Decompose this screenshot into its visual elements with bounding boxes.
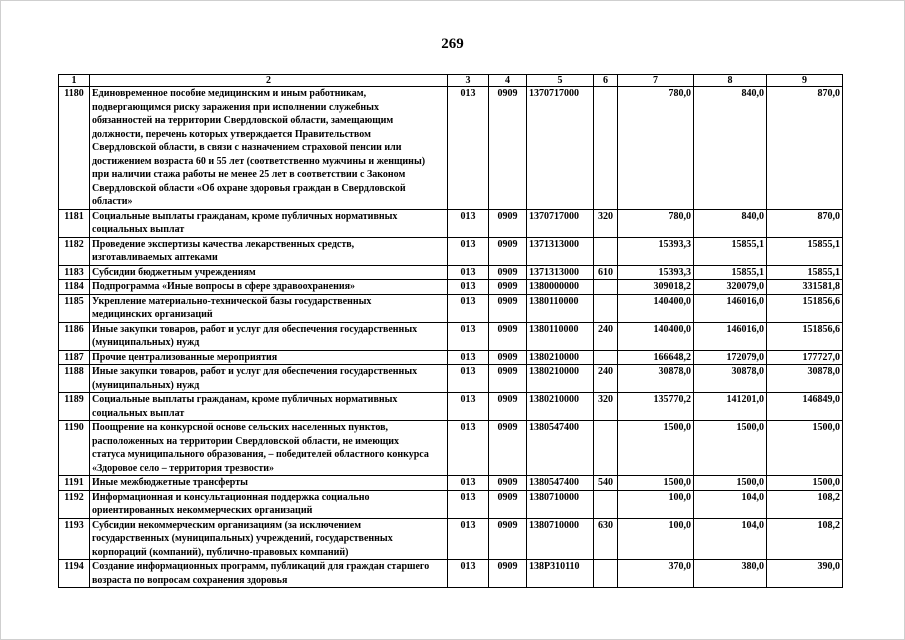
description-line: должности, перечень которых утверждается Правительством: [92, 128, 371, 140]
row-section-code: 0909: [489, 294, 527, 322]
description-line: Свердловской области, в связи с назначением страховой пенсии или: [92, 142, 402, 153]
row-section-code: 0909: [489, 350, 527, 365]
row-description: [90, 280, 448, 295]
row-amount-col7: 1500,0: [618, 421, 694, 476]
row-amount-col9: 1500,0: [767, 421, 843, 476]
row-number: 1193: [59, 518, 90, 560]
row-target-code: 1380547400: [527, 421, 594, 476]
row-section-code: 0909: [489, 87, 527, 210]
row-amount-col9: 108,2: [767, 518, 843, 560]
description-line: социальных выплат: [92, 407, 185, 419]
row-amount-col7: 15393,3: [618, 237, 694, 265]
row-expense-type: 540: [594, 476, 618, 491]
row-expense-type: 630: [594, 518, 618, 560]
column-header: 8: [694, 75, 767, 87]
description-line: «Здоровое село – территория трезвости»: [92, 462, 275, 474]
row-section-code: 0909: [489, 421, 527, 476]
row-amount-col7: 140400,0: [618, 322, 694, 350]
row-amount-col8: 840,0: [694, 209, 767, 237]
table-row: [59, 209, 843, 237]
row-amount-col8: 380,0: [694, 560, 767, 588]
row-amount-col9: 331581,8: [767, 280, 843, 295]
table-row: [59, 476, 843, 491]
description-line: Субсидии бюджетным учреждениям: [92, 266, 256, 278]
description-line: Иные межбюджетные трансферты: [92, 477, 248, 488]
row-target-code: 1380210000: [527, 350, 594, 365]
table-row: [59, 294, 843, 322]
row-amount-col8: 1500,0: [694, 421, 767, 476]
description-line: области»: [92, 196, 133, 207]
row-target-code: 1371313000: [527, 265, 594, 280]
row-amount-col9: 177727,0: [767, 350, 843, 365]
description-line: Свердловской области «Об охране здоровья граждан в Свердловской: [92, 182, 406, 194]
row-target-code: 1370717000: [527, 209, 594, 237]
table-row: [59, 265, 843, 280]
row-number: 1192: [59, 490, 90, 518]
row-target-code: 138P310110: [527, 560, 594, 588]
description-line: (муниципальных) нужд: [92, 337, 200, 348]
description-line: корпораций (компаний), публично-правовых компаний): [92, 546, 349, 558]
row-amount-col7: 30878,0: [618, 365, 694, 393]
description-line: Единовременное пособие медицинским и иным работникам,: [92, 88, 367, 99]
row-amount-col8: 840,0: [694, 87, 767, 210]
description-line: при наличии стажа работы не менее 25 лет в соответствии с Законом: [92, 169, 406, 180]
row-target-code: 1380710000: [527, 490, 594, 518]
row-description: [90, 365, 448, 393]
row-amount-col8: 15855,1: [694, 265, 767, 280]
row-ministry-code: 013: [448, 350, 489, 365]
description-line: возраста по вопросам сохранения здоровья: [92, 574, 288, 586]
row-expense-type: 610: [594, 265, 618, 280]
table-row: [59, 280, 843, 295]
row-section-code: 0909: [489, 322, 527, 350]
row-description: [90, 560, 448, 588]
row-description: [90, 393, 448, 421]
description-line: Укрепление материально-технической базы государственных: [92, 295, 372, 307]
row-amount-col8: 141201,0: [694, 393, 767, 421]
row-description: [90, 294, 448, 322]
column-header: 4: [489, 75, 527, 87]
budget-table: [58, 74, 843, 588]
table-row: [59, 365, 843, 393]
row-section-code: 0909: [489, 365, 527, 393]
row-expense-type: [594, 560, 618, 588]
column-header: 1: [59, 75, 90, 87]
description-line: социальных выплат: [92, 224, 185, 235]
row-amount-col7: 100,0: [618, 518, 694, 560]
row-section-code: 0909: [489, 209, 527, 237]
row-amount-col9: 146849,0: [767, 393, 843, 421]
row-amount-col9: 1500,0: [767, 476, 843, 491]
row-expense-type: 320: [594, 393, 618, 421]
column-header: 6: [594, 75, 618, 87]
row-amount-col9: 870,0: [767, 87, 843, 210]
table-row: [59, 237, 843, 265]
column-header: 7: [618, 75, 694, 87]
row-section-code: 0909: [489, 560, 527, 588]
row-number: 1184: [59, 280, 90, 295]
row-description: [90, 421, 448, 476]
row-number: 1189: [59, 393, 90, 421]
row-amount-col8: 30878,0: [694, 365, 767, 393]
row-amount-col9: 15855,1: [767, 237, 843, 265]
description-line: статуса муниципального образования, – победителей областного конкурса: [92, 449, 429, 460]
description-line: государственных (муниципальных) учреждений, государственных: [92, 533, 393, 544]
row-number: 1188: [59, 365, 90, 393]
row-target-code: 1380710000: [527, 518, 594, 560]
row-amount-col7: 140400,0: [618, 294, 694, 322]
row-amount-col7: 135770,2: [618, 393, 694, 421]
row-expense-type: [594, 294, 618, 322]
row-ministry-code: 013: [448, 518, 489, 560]
description-line: Субсидии некоммерческим организациям (за исключением: [92, 519, 362, 531]
row-amount-col7: 370,0: [618, 560, 694, 588]
row-amount-col8: 146016,0: [694, 322, 767, 350]
row-target-code: 1380000000: [527, 280, 594, 295]
row-amount-col9: 151856,6: [767, 322, 843, 350]
row-number: 1194: [59, 560, 90, 588]
row-amount-col8: 104,0: [694, 490, 767, 518]
description-line: Иные закупки товаров, работ и услуг для обеспечения государственных: [92, 323, 418, 335]
row-amount-col7: 780,0: [618, 209, 694, 237]
column-header: 5: [527, 75, 594, 87]
row-amount-col7: 100,0: [618, 490, 694, 518]
table-row: [59, 421, 843, 476]
description-line: подвергающимся риску заражения при исполнении служебных: [92, 101, 379, 113]
row-amount-col7: 309018,2: [618, 280, 694, 295]
table-row: [59, 518, 843, 560]
row-amount-col7: 780,0: [618, 87, 694, 210]
table-row: [59, 490, 843, 518]
row-target-code: 1380210000: [527, 393, 594, 421]
table-row: [59, 87, 843, 210]
description-line: Подпрограмма «Иные вопросы в сфере здравоохранения»: [92, 281, 356, 292]
table-row: [59, 393, 843, 421]
description-line: достижением возраста 60 и 55 лет (соответственно мужчины и женщины): [92, 155, 426, 167]
description-line: расположенных на территории Свердловской области, не имеющих: [92, 435, 400, 447]
description-line: Информационная и консультационная поддержка социально: [92, 491, 370, 503]
row-number: 1190: [59, 421, 90, 476]
row-ministry-code: 013: [448, 490, 489, 518]
row-ministry-code: 013: [448, 209, 489, 237]
description-line: Социальные выплаты гражданам, кроме публичных нормативных: [92, 210, 398, 222]
row-number: 1187: [59, 350, 90, 365]
row-expense-type: 240: [594, 322, 618, 350]
row-target-code: 1380110000: [527, 322, 594, 350]
row-number: 1191: [59, 476, 90, 491]
row-amount-col9: 390,0: [767, 560, 843, 588]
description-line: изготавливаемых аптеками: [92, 252, 218, 263]
row-section-code: 0909: [489, 237, 527, 265]
row-ministry-code: 013: [448, 393, 489, 421]
row-section-code: 0909: [489, 280, 527, 295]
header-row: [59, 75, 843, 87]
row-description: [90, 265, 448, 280]
row-target-code: 1380110000: [527, 294, 594, 322]
row-amount-col8: 146016,0: [694, 294, 767, 322]
row-ministry-code: 013: [448, 476, 489, 491]
description-line: Прочие централизованные мероприятия: [92, 351, 278, 363]
row-amount-col7: 166648,2: [618, 350, 694, 365]
row-description: [90, 518, 448, 560]
row-description: [90, 237, 448, 265]
row-target-code: 1380547400: [527, 476, 594, 491]
description-line: Создание информационных программ, публикаций для граждан старшего: [92, 561, 430, 572]
row-ministry-code: 013: [448, 237, 489, 265]
row-amount-col8: 172079,0: [694, 350, 767, 365]
row-target-code: 1371313000: [527, 237, 594, 265]
row-amount-col9: 15855,1: [767, 265, 843, 280]
row-ministry-code: 013: [448, 280, 489, 295]
table-row: [59, 322, 843, 350]
row-target-code: 1380210000: [527, 365, 594, 393]
row-section-code: 0909: [489, 476, 527, 491]
row-expense-type: [594, 280, 618, 295]
row-amount-col9: 30878,0: [767, 365, 843, 393]
row-amount-col9: 108,2: [767, 490, 843, 518]
row-amount-col7: 15393,3: [618, 265, 694, 280]
row-number: 1181: [59, 209, 90, 237]
row-amount-col8: 15855,1: [694, 237, 767, 265]
row-ministry-code: 013: [448, 294, 489, 322]
row-expense-type: [594, 421, 618, 476]
row-amount-col8: 320079,0: [694, 280, 767, 295]
row-number: 1183: [59, 265, 90, 280]
row-expense-type: [594, 87, 618, 210]
row-expense-type: [594, 490, 618, 518]
column-header: 3: [448, 75, 489, 87]
row-number: 1182: [59, 237, 90, 265]
row-description: [90, 322, 448, 350]
row-ministry-code: 013: [448, 421, 489, 476]
row-section-code: 0909: [489, 265, 527, 280]
row-number: 1180: [59, 87, 90, 210]
row-expense-type: [594, 350, 618, 365]
table-row: [59, 560, 843, 588]
row-target-code: 1370717000: [527, 87, 594, 210]
row-section-code: 0909: [489, 393, 527, 421]
column-header: 9: [767, 75, 843, 87]
description-line: Иные закупки товаров, работ и услуг для обеспечения государственных: [92, 366, 418, 377]
row-section-code: 0909: [489, 490, 527, 518]
description-line: Поощрение на конкурсной основе сельских населенных пунктов,: [92, 422, 388, 433]
row-description: [90, 490, 448, 518]
description-line: (муниципальных) нужд: [92, 379, 200, 391]
description-line: медицинских организаций: [92, 309, 213, 320]
row-description: [90, 209, 448, 237]
row-ministry-code: 013: [448, 322, 489, 350]
row-amount-col9: 151856,6: [767, 294, 843, 322]
row-section-code: 0909: [489, 518, 527, 560]
row-amount-col8: 1500,0: [694, 476, 767, 491]
row-description: [90, 476, 448, 491]
row-expense-type: [594, 237, 618, 265]
table-row: [59, 350, 843, 365]
row-expense-type: 320: [594, 209, 618, 237]
description-line: Социальные выплаты гражданам, кроме публичных нормативных: [92, 394, 398, 405]
row-description: [90, 350, 448, 365]
row-amount-col7: 1500,0: [618, 476, 694, 491]
row-amount-col8: 104,0: [694, 518, 767, 560]
row-description: [90, 87, 448, 210]
row-number: 1185: [59, 294, 90, 322]
row-expense-type: 240: [594, 365, 618, 393]
description-line: обязанностей на территории Свердловской области, замещающим: [92, 115, 394, 126]
column-header: 2: [90, 75, 448, 87]
row-ministry-code: 013: [448, 265, 489, 280]
row-ministry-code: 013: [448, 560, 489, 588]
row-amount-col9: 870,0: [767, 209, 843, 237]
row-ministry-code: 013: [448, 365, 489, 393]
row-number: 1186: [59, 322, 90, 350]
description-line: ориентированных некоммерческих организаций: [92, 505, 313, 516]
page-number: 269: [441, 36, 464, 52]
row-ministry-code: 013: [448, 87, 489, 210]
table-body: [59, 87, 843, 588]
description-line: Проведение экспертизы качества лекарственных средств,: [92, 238, 355, 250]
